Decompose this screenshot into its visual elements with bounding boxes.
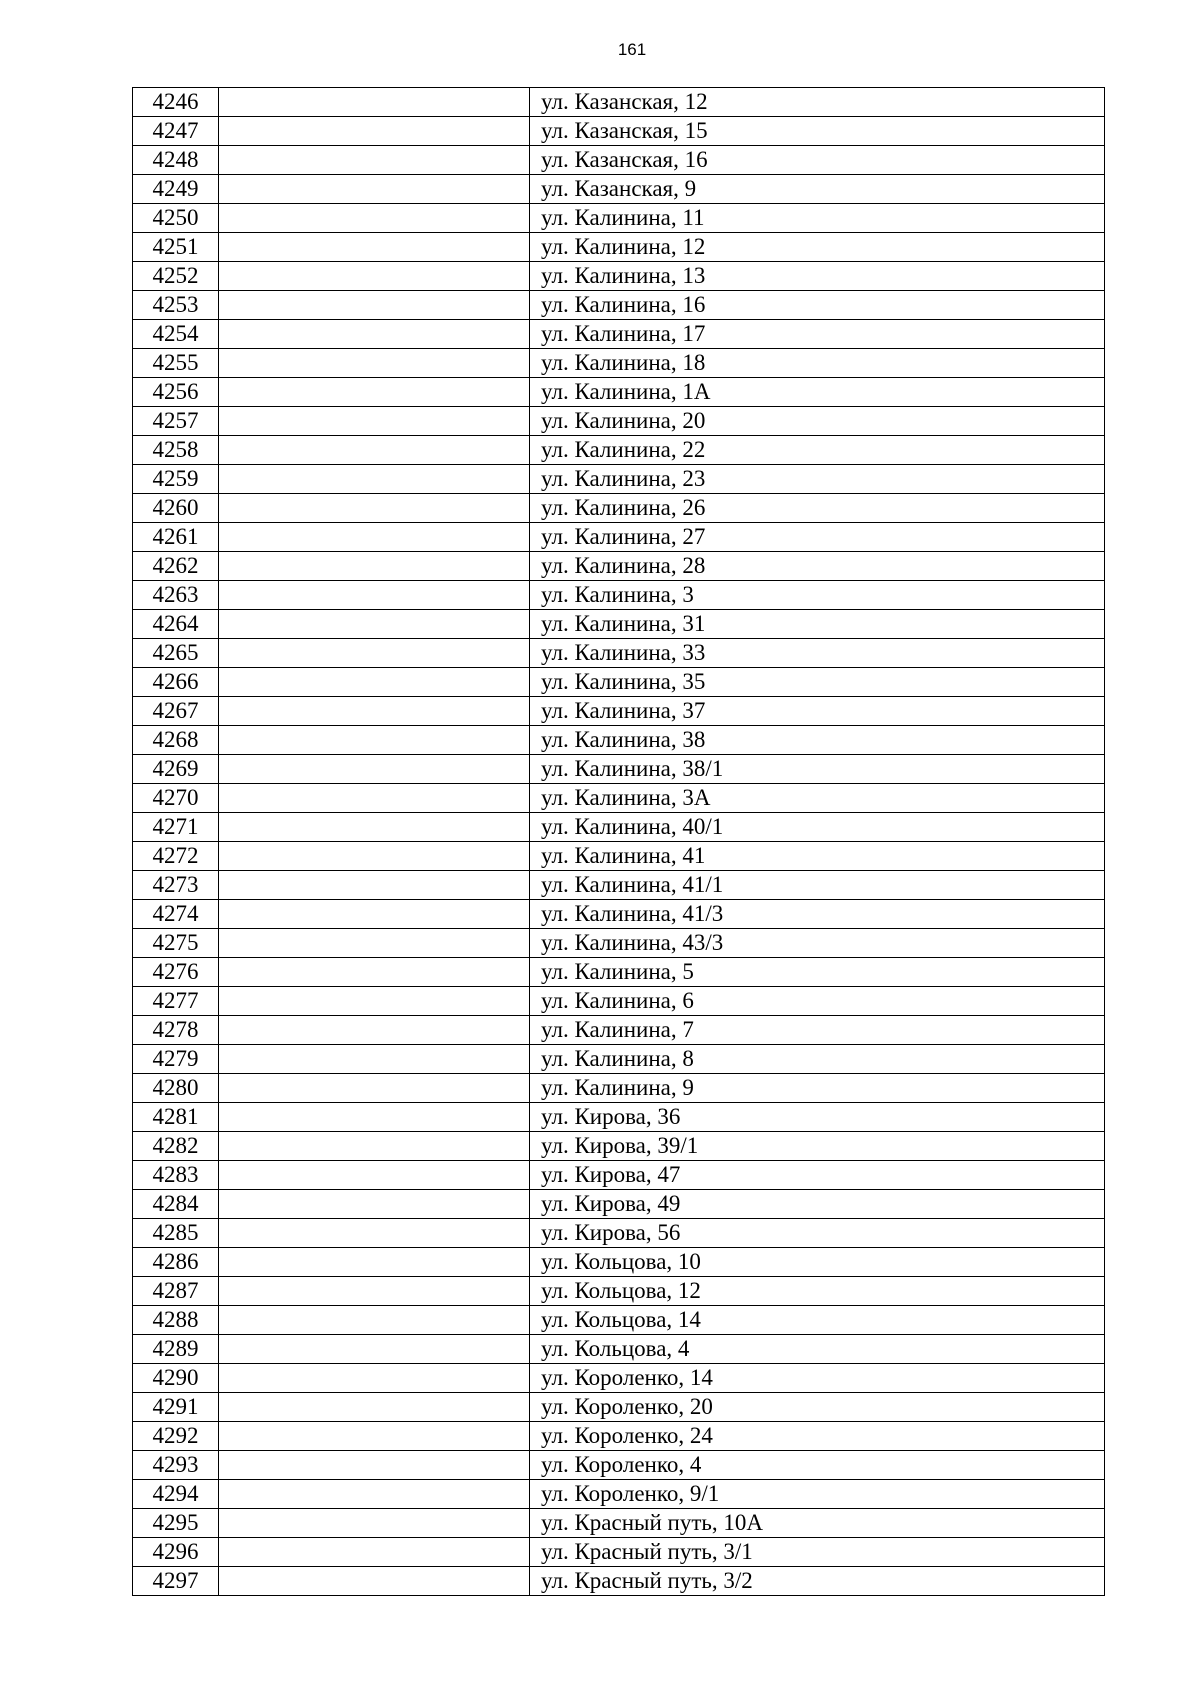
address-cell: ул. Калинина, 27: [530, 523, 1105, 552]
name-cell: [219, 755, 530, 784]
address-cell: ул. Красный путь, 3/1: [530, 1538, 1105, 1567]
name-cell: [219, 1277, 530, 1306]
name-cell: [219, 813, 530, 842]
address-cell: ул. Калинина, 26: [530, 494, 1105, 523]
table-row: [133, 1103, 1105, 1132]
table-row: [133, 1480, 1105, 1509]
address-cell: ул. Кирова, 36: [530, 1103, 1105, 1132]
table-row: [133, 233, 1105, 262]
name-cell: [219, 1016, 530, 1045]
name-cell: [219, 1480, 530, 1509]
row-number-cell: 4292: [133, 1422, 219, 1451]
table-body: [133, 88, 1105, 1596]
address-cell: ул. Калинина, 41: [530, 842, 1105, 871]
name-cell: [219, 871, 530, 900]
address-cell: ул. Короленко, 24: [530, 1422, 1105, 1451]
name-cell: [219, 1451, 530, 1480]
table-row: [133, 639, 1105, 668]
name-cell: [219, 1538, 530, 1567]
name-cell: [219, 900, 530, 929]
table-row: [133, 987, 1105, 1016]
row-number-cell: 4284: [133, 1190, 219, 1219]
row-number-cell: 4250: [133, 204, 219, 233]
table-row: [133, 1567, 1105, 1596]
row-number-cell: 4288: [133, 1306, 219, 1335]
address-cell: ул. Калинина, 22: [530, 436, 1105, 465]
name-cell: [219, 204, 530, 233]
row-number-cell: 4253: [133, 291, 219, 320]
address-cell: ул. Кольцова, 12: [530, 1277, 1105, 1306]
name-cell: [219, 1422, 530, 1451]
name-cell: [219, 552, 530, 581]
row-number-cell: 4295: [133, 1509, 219, 1538]
table-row: [133, 88, 1105, 117]
address-cell: ул. Калинина, 17: [530, 320, 1105, 349]
address-cell: ул. Кирова, 39/1: [530, 1132, 1105, 1161]
table-row: [133, 146, 1105, 175]
row-number-cell: 4258: [133, 436, 219, 465]
address-cell: ул. Калинина, 6: [530, 987, 1105, 1016]
name-cell: [219, 610, 530, 639]
row-number-cell: 4287: [133, 1277, 219, 1306]
name-cell: [219, 320, 530, 349]
table-row: [133, 1161, 1105, 1190]
table-row: [133, 1509, 1105, 1538]
name-cell: [219, 1393, 530, 1422]
address-cell: ул. Калинина, 40/1: [530, 813, 1105, 842]
row-number-cell: 4260: [133, 494, 219, 523]
table-row: [133, 175, 1105, 204]
name-cell: [219, 88, 530, 117]
address-cell: ул. Кольцова, 14: [530, 1306, 1105, 1335]
name-cell: [219, 1103, 530, 1132]
table-row: [133, 465, 1105, 494]
table-row: [133, 726, 1105, 755]
name-cell: [219, 1306, 530, 1335]
row-number-cell: 4267: [133, 697, 219, 726]
row-number-cell: 4263: [133, 581, 219, 610]
address-cell: ул. Калинина, 33: [530, 639, 1105, 668]
row-number-cell: 4261: [133, 523, 219, 552]
row-number-cell: 4275: [133, 929, 219, 958]
name-cell: [219, 1219, 530, 1248]
table-row: [133, 1074, 1105, 1103]
table-row: [133, 1016, 1105, 1045]
row-number-cell: 4257: [133, 407, 219, 436]
table-row: [133, 581, 1105, 610]
table-row: [133, 407, 1105, 436]
name-cell: [219, 697, 530, 726]
name-cell: [219, 233, 530, 262]
table-row: [133, 1422, 1105, 1451]
address-cell: ул. Калинина, 31: [530, 610, 1105, 639]
address-cell: ул. Калинина, 7: [530, 1016, 1105, 1045]
row-number-cell: 4246: [133, 88, 219, 117]
table-row: [133, 378, 1105, 407]
table-row: [133, 117, 1105, 146]
table-row: [133, 610, 1105, 639]
table-row: [133, 668, 1105, 697]
row-number-cell: 4251: [133, 233, 219, 262]
table-row: [133, 697, 1105, 726]
address-cell: ул. Калинина, 38: [530, 726, 1105, 755]
address-cell: ул. Калинина, 28: [530, 552, 1105, 581]
row-number-cell: 4249: [133, 175, 219, 204]
row-number-cell: 4269: [133, 755, 219, 784]
row-number-cell: 4255: [133, 349, 219, 378]
row-number-cell: 4248: [133, 146, 219, 175]
table-row: [133, 1045, 1105, 1074]
name-cell: [219, 262, 530, 291]
name-cell: [219, 726, 530, 755]
table-row: [133, 494, 1105, 523]
address-cell: ул. Красный путь, 10А: [530, 1509, 1105, 1538]
address-cell: ул. Короленко, 20: [530, 1393, 1105, 1422]
row-number-cell: 4281: [133, 1103, 219, 1132]
address-cell: ул. Казанская, 12: [530, 88, 1105, 117]
address-cell: ул. Кольцова, 4: [530, 1335, 1105, 1364]
table-row: [133, 813, 1105, 842]
table-row: [133, 1538, 1105, 1567]
address-cell: ул. Калинина, 41/1: [530, 871, 1105, 900]
table-row: [133, 1219, 1105, 1248]
table-row: [133, 871, 1105, 900]
table-row: [133, 784, 1105, 813]
table-row: [133, 900, 1105, 929]
table-row: [133, 1132, 1105, 1161]
address-cell: ул. Калинина, 1А: [530, 378, 1105, 407]
address-cell: ул. Красный путь, 3/2: [530, 1567, 1105, 1596]
row-number-cell: 4247: [133, 117, 219, 146]
row-number-cell: 4282: [133, 1132, 219, 1161]
address-cell: ул. Калинина, 8: [530, 1045, 1105, 1074]
row-number-cell: 4252: [133, 262, 219, 291]
address-cell: ул. Калинина, 9: [530, 1074, 1105, 1103]
table-row: [133, 320, 1105, 349]
row-number-cell: 4272: [133, 842, 219, 871]
address-cell: ул. Кирова, 49: [530, 1190, 1105, 1219]
row-number-cell: 4290: [133, 1364, 219, 1393]
name-cell: [219, 1335, 530, 1364]
row-number-cell: 4270: [133, 784, 219, 813]
row-number-cell: 4293: [133, 1451, 219, 1480]
name-cell: [219, 117, 530, 146]
row-number-cell: 4283: [133, 1161, 219, 1190]
table-row: [133, 552, 1105, 581]
address-cell: ул. Калинина, 13: [530, 262, 1105, 291]
address-cell: ул. Калинина, 35: [530, 668, 1105, 697]
name-cell: [219, 407, 530, 436]
row-number-cell: 4289: [133, 1335, 219, 1364]
name-cell: [219, 842, 530, 871]
address-table: [132, 87, 1105, 1596]
address-cell: ул. Кирова, 47: [530, 1161, 1105, 1190]
row-number-cell: 4294: [133, 1480, 219, 1509]
table-row: [133, 1190, 1105, 1219]
address-cell: ул. Кольцова, 10: [530, 1248, 1105, 1277]
name-cell: [219, 668, 530, 697]
name-cell: [219, 1248, 530, 1277]
address-cell: ул. Калинина, 41/3: [530, 900, 1105, 929]
address-cell: ул. Казанская, 9: [530, 175, 1105, 204]
row-number-cell: 4254: [133, 320, 219, 349]
table-row: [133, 1451, 1105, 1480]
address-cell: ул. Короленко, 4: [530, 1451, 1105, 1480]
name-cell: [219, 1509, 530, 1538]
name-cell: [219, 987, 530, 1016]
table-row: [133, 1277, 1105, 1306]
table-row: [133, 349, 1105, 378]
table-row: [133, 1248, 1105, 1277]
row-number-cell: 4291: [133, 1393, 219, 1422]
row-number-cell: 4266: [133, 668, 219, 697]
table-row: [133, 523, 1105, 552]
row-number-cell: 4265: [133, 639, 219, 668]
table-row: [133, 958, 1105, 987]
name-cell: [219, 581, 530, 610]
table-row: [133, 1306, 1105, 1335]
name-cell: [219, 291, 530, 320]
row-number-cell: 4279: [133, 1045, 219, 1074]
name-cell: [219, 349, 530, 378]
row-number-cell: 4277: [133, 987, 219, 1016]
name-cell: [219, 436, 530, 465]
table-row: [133, 755, 1105, 784]
address-cell: ул. Калинина, 5: [530, 958, 1105, 987]
table-row: [133, 1335, 1105, 1364]
address-cell: ул. Калинина, 18: [530, 349, 1105, 378]
name-cell: [219, 639, 530, 668]
address-cell: ул. Казанская, 16: [530, 146, 1105, 175]
address-cell: ул. Калинина, 37: [530, 697, 1105, 726]
row-number-cell: 4276: [133, 958, 219, 987]
row-number-cell: 4296: [133, 1538, 219, 1567]
table-row: [133, 436, 1105, 465]
row-number-cell: 4264: [133, 610, 219, 639]
name-cell: [219, 494, 530, 523]
name-cell: [219, 1567, 530, 1596]
address-cell: ул. Калинина, 11: [530, 204, 1105, 233]
table-row: [133, 929, 1105, 958]
address-cell: ул. Калинина, 3: [530, 581, 1105, 610]
address-cell: ул. Короленко, 9/1: [530, 1480, 1105, 1509]
name-cell: [219, 1074, 530, 1103]
row-number-cell: 4286: [133, 1248, 219, 1277]
name-cell: [219, 465, 530, 494]
address-cell: ул. Калинина, 3А: [530, 784, 1105, 813]
table-row: [133, 1364, 1105, 1393]
table-row: [133, 842, 1105, 871]
address-cell: ул. Калинина, 12: [530, 233, 1105, 262]
name-cell: [219, 1045, 530, 1074]
row-number-cell: 4262: [133, 552, 219, 581]
row-number-cell: 4256: [133, 378, 219, 407]
address-cell: ул. Калинина, 20: [530, 407, 1105, 436]
row-number-cell: 4274: [133, 900, 219, 929]
row-number-cell: 4268: [133, 726, 219, 755]
table-row: [133, 204, 1105, 233]
name-cell: [219, 175, 530, 204]
row-number-cell: 4259: [133, 465, 219, 494]
name-cell: [219, 929, 530, 958]
row-number-cell: 4297: [133, 1567, 219, 1596]
row-number-cell: 4280: [133, 1074, 219, 1103]
table-row: [133, 262, 1105, 291]
address-cell: ул. Кирова, 56: [530, 1219, 1105, 1248]
row-number-cell: 4278: [133, 1016, 219, 1045]
address-cell: ул. Калинина, 43/3: [530, 929, 1105, 958]
name-cell: [219, 146, 530, 175]
name-cell: [219, 523, 530, 552]
page-number: 161: [617, 40, 647, 59]
name-cell: [219, 958, 530, 987]
address-cell: ул. Калинина, 16: [530, 291, 1105, 320]
address-cell: ул. Калинина, 23: [530, 465, 1105, 494]
name-cell: [219, 784, 530, 813]
name-cell: [219, 1364, 530, 1393]
row-number-cell: 4271: [133, 813, 219, 842]
name-cell: [219, 378, 530, 407]
table-row: [133, 291, 1105, 320]
name-cell: [219, 1161, 530, 1190]
address-cell: ул. Казанская, 15: [530, 117, 1105, 146]
name-cell: [219, 1132, 530, 1161]
row-number-cell: 4285: [133, 1219, 219, 1248]
row-number-cell: 4273: [133, 871, 219, 900]
name-cell: [219, 1190, 530, 1219]
address-cell: ул. Короленко, 14: [530, 1364, 1105, 1393]
table-row: [133, 1393, 1105, 1422]
address-cell: ул. Калинина, 38/1: [530, 755, 1105, 784]
